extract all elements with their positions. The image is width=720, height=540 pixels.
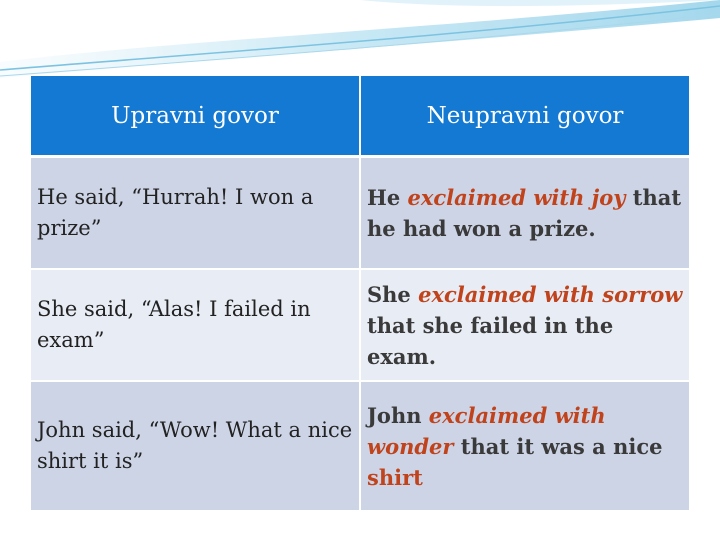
indirect-emphasis-text: exclaimed with joy	[407, 185, 626, 210]
indirect-speech-cell	[360, 269, 689, 381]
direct-speech-cell: John said, “Wow! What a nice shirt it is”	[31, 381, 360, 511]
table-row	[31, 269, 689, 381]
header-direct-speech: Upravni govor	[31, 76, 360, 157]
indirect-lead-text: John	[367, 402, 429, 428]
header-indirect-speech: Neupravni govor	[360, 76, 689, 157]
indirect-lead-text: He	[367, 185, 408, 210]
indirect-speech-cell	[360, 381, 689, 511]
indirect-lead-text: She	[367, 281, 419, 307]
indirect-rest-text: that she failed in the exam.	[367, 312, 614, 369]
table-row	[31, 157, 689, 270]
indirect-emphasis-text: exclaimed with sorrow	[418, 281, 683, 307]
indirect-emphasis-text: exclaimed with wonder	[367, 402, 606, 459]
table-header-row	[31, 76, 689, 157]
indirect-rest-text: that he had won a prize.	[367, 185, 682, 241]
speech-comparison-table	[31, 76, 689, 512]
direct-speech-cell: He said, “Hurrah! I won a prize”	[31, 157, 360, 270]
table-row	[31, 381, 689, 511]
direct-speech-cell: She said, “Alas! I failed in exam”	[31, 269, 360, 381]
indirect-rest-text: that it was a nice	[453, 433, 663, 459]
indirect-tail-text: shirt	[367, 464, 423, 490]
indirect-speech-cell	[360, 157, 689, 270]
